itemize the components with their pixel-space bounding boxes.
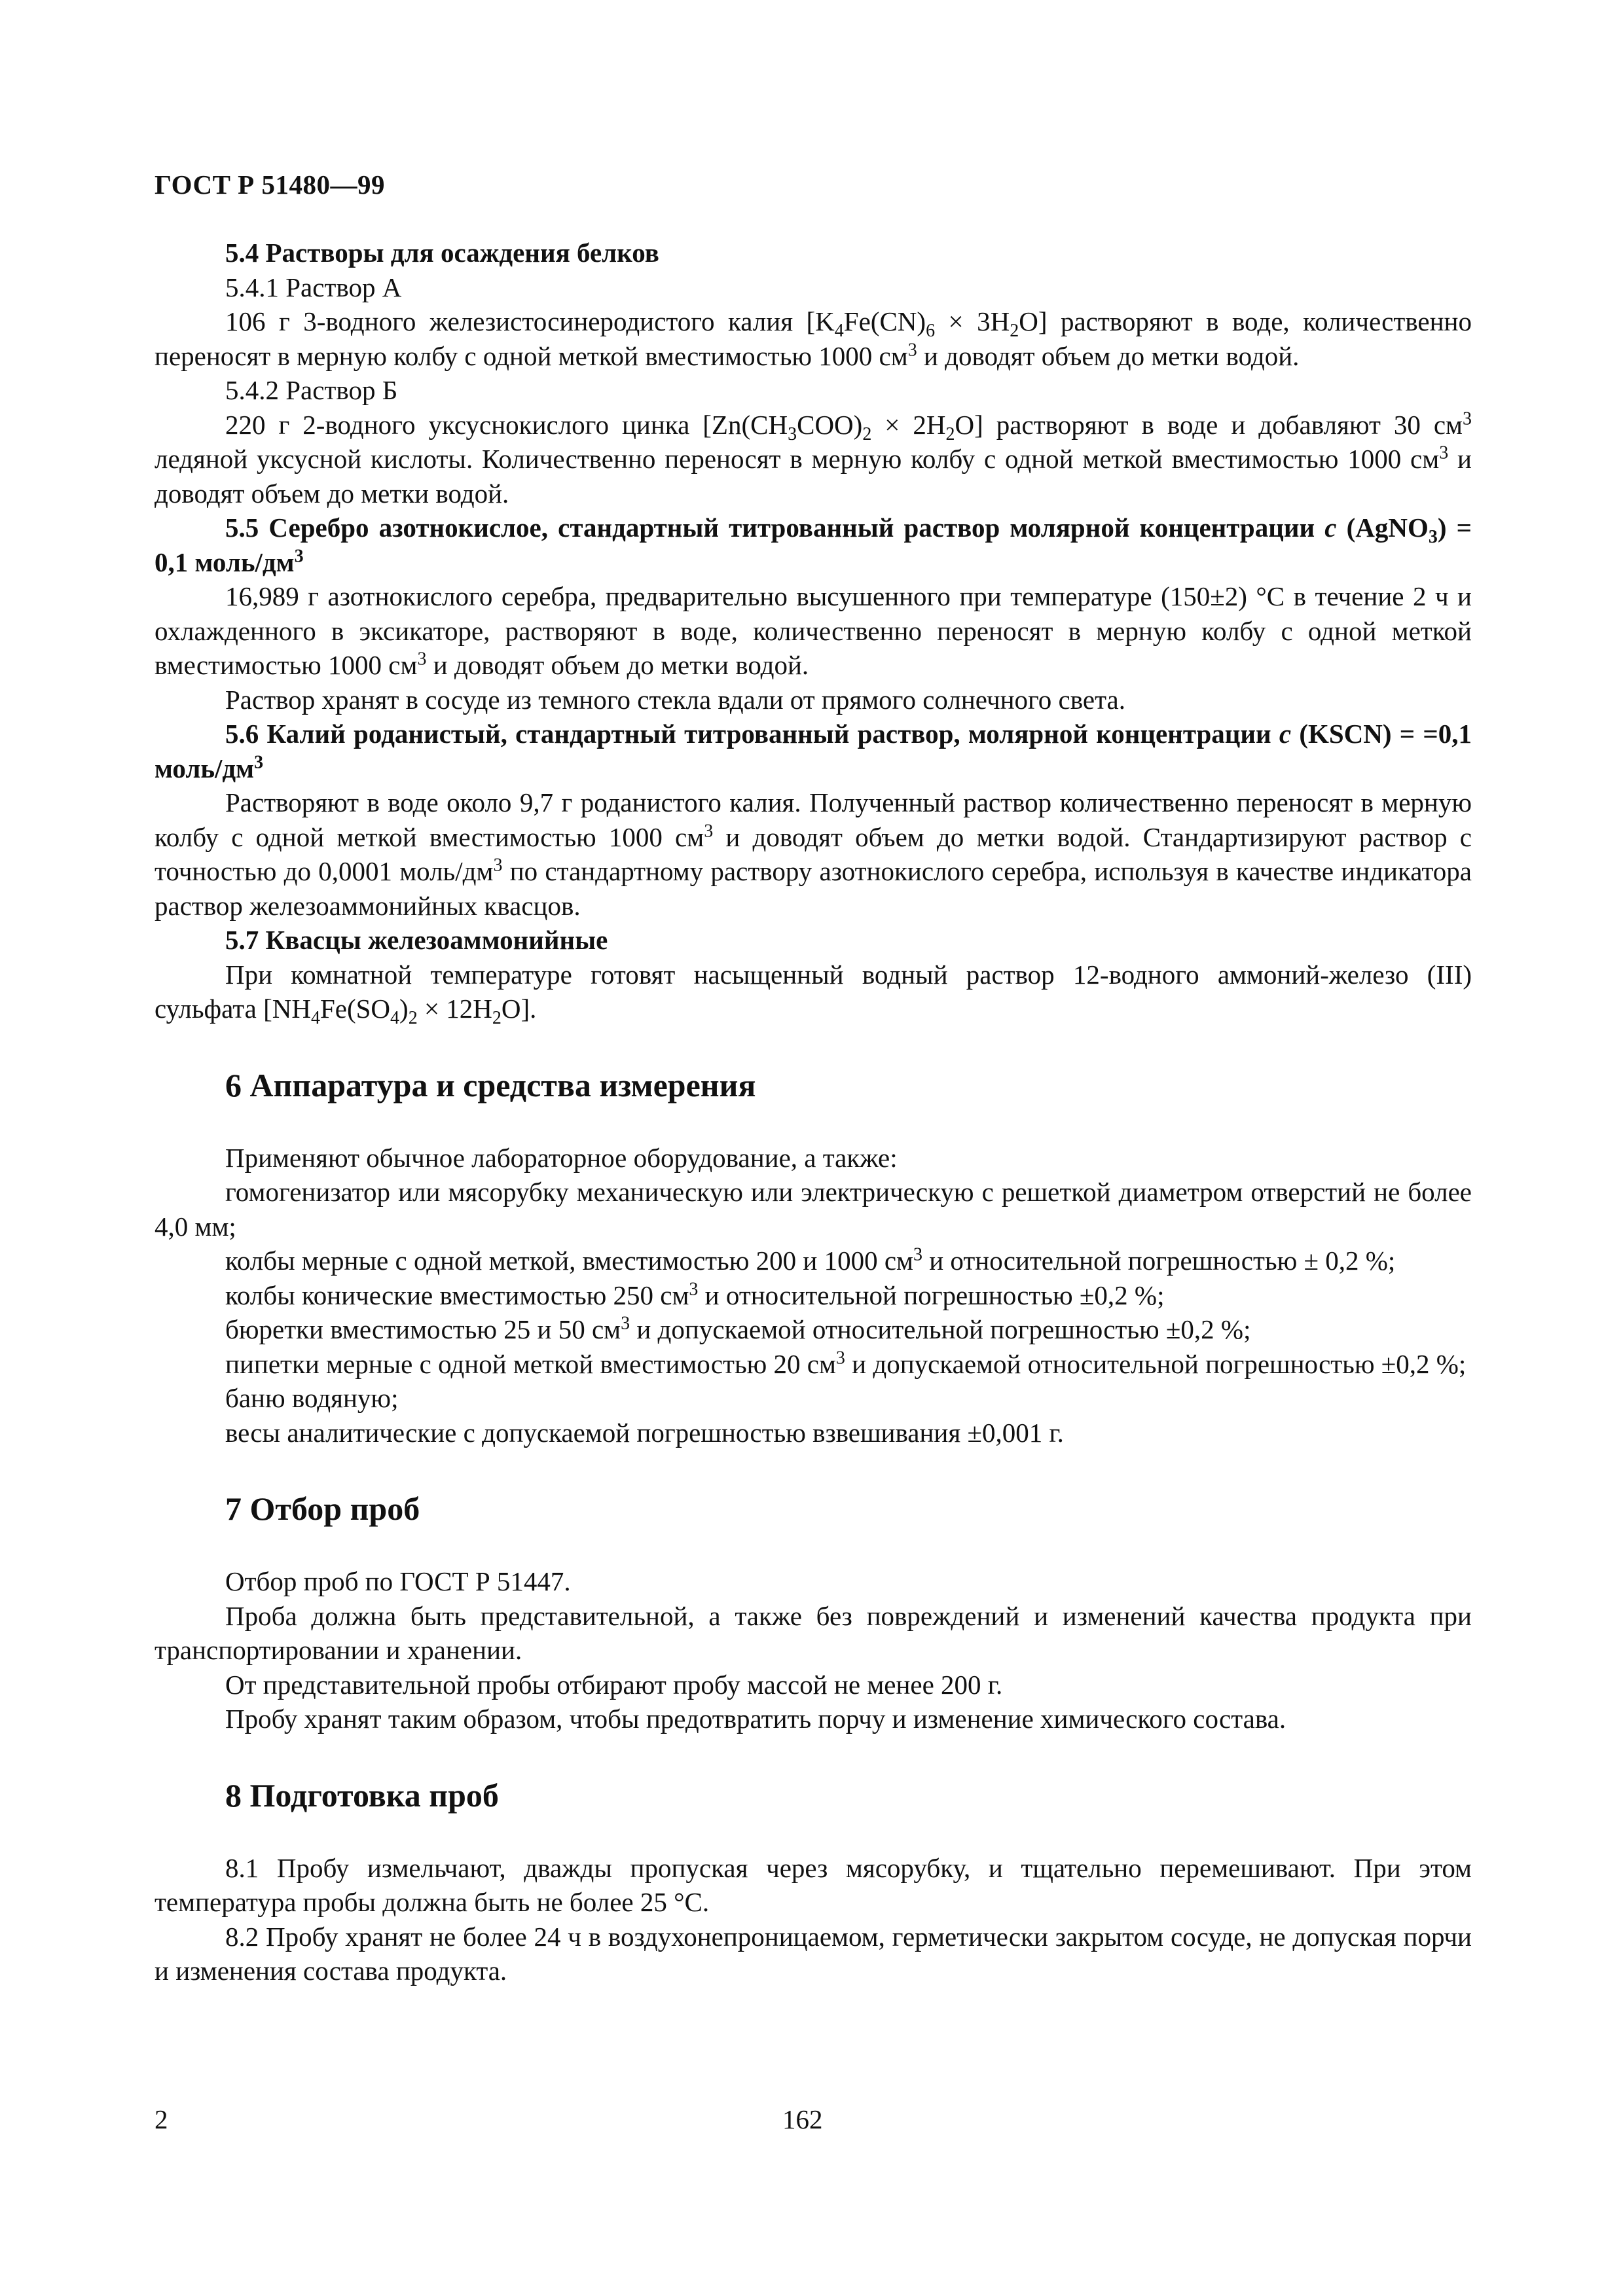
paragraph-5-7-1: При комнатной температуре готовят насыщенный водный раствор 12-водного аммоний-железо (III) сульфата $[NH_4Fe(SO_4)_2 \times 12H_2O]$. — [155, 959, 1472, 1029]
subsection-title-5-4-2: 5.4.2 Раствор Б — [225, 375, 398, 405]
subsection-heading-5-4: 5.4 Растворы для осаждения белков — [225, 238, 659, 268]
page-number-left: 2 — [155, 2104, 168, 2134]
equipment-item-balance: весы аналитические с допускаемой погрешностью взвешивания ±0,001 г. — [225, 1417, 1064, 1448]
section-heading-6: 6 Аппаратура и средства измерения — [225, 1066, 756, 1103]
paragraph-8-1: 8.1 Пробу измельчают, дважды пропуская через мясорубку, и тщательно перемешивают. При этом температура пробы должна быть не более 25 °С. — [155, 1852, 1472, 1917]
subsection-heading-5-6: 5.6 Калий роданистый, стандартный титрованный раствор, молярной концентрации c (KSCN) = =0,1 моль/$дм^3$ — [155, 719, 1472, 783]
paragraph-5-5-2: Раствор хранят в сосуде из темного стекла вдали от прямого солнечного света. — [225, 684, 1125, 715]
paragraph-7-4: Пробу хранят таким образом, чтобы предотвратить порчу и изменение химического состава. — [225, 1704, 1286, 1734]
subsection-title-5-4-1: 5.4.1 Раствор А — [225, 272, 402, 302]
equipment-intro: Применяют обычное лабораторное оборудование, а также: — [225, 1142, 898, 1173]
section-heading-7: 7 Отбор проб — [225, 1490, 420, 1527]
paragraph-5-5-1: 16,989 г азотнокислого серебра, предварительно высушенного при температуре (150±2) °С в течение 2 ч и охлажденного в эксикаторе, растворяют в воде, количественно переносят в мерную колбу с одной меткой вместимостью 1000 $см^3$ и доводят объем до метки водой. — [155, 581, 1472, 680]
equipment-item-volumetric-flasks: колбы мерные с одной меткой, вместимостью 200 и 1000 $см^3$ и относительной погрешностью ± 0,2 %; — [225, 1244, 1396, 1276]
equipment-item-burettes: бюретки вместимостью 25 и 50 $см^3$ и допускаемой относительной погрешностью ±0,2 %; — [225, 1313, 1251, 1344]
paragraph-5-6-1: Растворяют в воде около 9,7 г роданистого калия. Полученный раствор количественно переносят в мерную колбу с одной меткой вместимостью 1000 $см^3$ и доводят объем до метки водой. Стандартизируют раствор с точностью до 0,0001 моль/$дм^3$ по стандартному раствору азотнокислого серебра, используя в качестве индикатора раствор железоаммонийных квасцов. — [155, 787, 1472, 921]
paragraph-7-2: Проба должна быть представительной, а также без повреждений и изменений качества продукта при транспортировании и хранении. — [155, 1600, 1472, 1665]
equipment-item-water-bath: баню водяную; — [225, 1383, 399, 1413]
document-body — [155, 236, 1472, 1988]
equipment-item-homogenizer: гомогенизатор или мясорубку механическую или электрическую с решеткой диаметром отверстий не более 4,0 мм; — [155, 1177, 1472, 1242]
paragraph-7-3: От представительной пробы отбирают пробу массой не менее 200 г. — [225, 1669, 1003, 1700]
paragraph-7-1: Отбор проб по ГОСТ Р 51447. — [225, 1566, 571, 1596]
subsection-heading-5-5: 5.5 Серебро азотнокислое, стандартный титрованный раствор молярной концентрации c (AgNO$_3$) = 0,1 моль/$дм^3$ — [155, 512, 1472, 577]
section-heading-8: 8 Подготовка проб — [225, 1776, 499, 1814]
paragraph-5-4-1: 106 г 3-водного железистосинеродистого калия $[K_4Fe(CN)_6 \times 3H_2O]$ растворяют в воде, количественно переносят в мерную колбу с одной меткой вместимостью 1000 $см^3$ и доводят объем до метки водой. — [155, 306, 1472, 371]
document-header: ГОСТ Р 51480—99 — [155, 170, 385, 200]
equipment-item-conical-flasks: колбы конические вместимостью 250 $см^3$ и относительной погрешностью ±0,2 %; — [225, 1278, 1165, 1310]
paragraph-8-2: 8.2 Пробу хранят не более 24 ч в воздухонепроницаемом, герметически закрытом сосуде, не допуская порчи и изменения состава продукта. — [155, 1921, 1472, 1986]
page-number-center: 162 — [782, 2104, 823, 2134]
equipment-item-pipettes: пипетки мерные с одной меткой вместимостью 20 $см^3$ и допускаемой относительной погрешностью ±0,2 %; — [225, 1347, 1467, 1379]
paragraph-5-4-2: 220 г 2-водного уксуснокислого цинка $[Zn(CH_3COO)_2 \times 2H_2O]$ растворяют в воде и добавляют 30 $см^3$ ледяной уксусной кислоты. Количественно переносят в мерную колбу с одной меткой вместимостью 1000 $см^3$ и доводят объем до метки водой. — [155, 408, 1472, 509]
subsection-heading-5-7: 5.7 Квасцы железоаммонийные — [225, 925, 608, 955]
